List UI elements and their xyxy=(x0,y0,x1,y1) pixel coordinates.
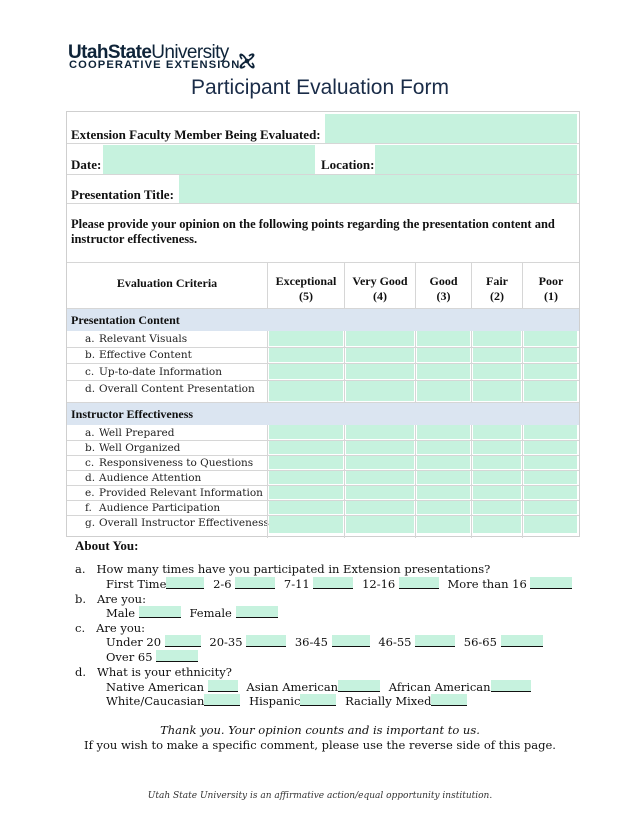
blank-7-11[interactable] xyxy=(313,577,353,589)
location-field[interactable] xyxy=(375,145,577,174)
criterion-row: b. Effective Content xyxy=(85,349,192,361)
grid-line xyxy=(522,425,523,538)
grid-line xyxy=(471,331,472,402)
rating-cell-5[interactable] xyxy=(269,471,343,484)
rating-cell-3[interactable] xyxy=(417,501,470,514)
presentation-title-field[interactable] xyxy=(179,175,577,203)
page-title: Participant Evaluation Form xyxy=(191,76,449,99)
rating-cell-4[interactable] xyxy=(346,364,414,379)
rating-cell-1[interactable] xyxy=(524,331,577,346)
grid-line xyxy=(267,331,268,402)
rating-cell-4[interactable] xyxy=(346,516,414,533)
grid-line xyxy=(522,331,523,402)
faculty-field[interactable] xyxy=(325,114,577,143)
rating-cell-3[interactable] xyxy=(417,381,470,401)
rating-cell-1[interactable] xyxy=(524,471,577,484)
criterion-row: a. Well Prepared xyxy=(85,427,175,439)
criterion-row: a. Relevant Visuals xyxy=(85,333,188,345)
logo-wordmark: UtahStateUniversity xyxy=(68,42,229,63)
section-instructor-effectiveness: Instructor Effectiveness xyxy=(67,403,579,425)
blank-female[interactable] xyxy=(236,606,278,618)
question-a-options: First Time 2-6 7-11 12-16 More than 16 xyxy=(106,577,577,591)
rating-cell-5[interactable] xyxy=(269,441,343,454)
rating-cell-2[interactable] xyxy=(473,441,521,454)
date-label: Date: xyxy=(71,157,102,172)
rating-cell-5[interactable] xyxy=(269,331,343,346)
blank-male[interactable] xyxy=(139,606,181,618)
grid-line xyxy=(471,425,472,538)
rating-cell-5[interactable] xyxy=(269,456,343,469)
rating-cell-3[interactable] xyxy=(417,471,470,484)
blank-asian-american[interactable] xyxy=(338,680,380,692)
blank-12-16[interactable] xyxy=(399,577,439,589)
criterion-row: e. Provided Relevant Information xyxy=(85,487,263,499)
blank-2-6[interactable] xyxy=(235,577,275,589)
rating-cell-4[interactable] xyxy=(346,486,414,499)
grid-line xyxy=(415,425,416,538)
rating-cell-5[interactable] xyxy=(269,364,343,379)
clover-icon xyxy=(234,48,260,74)
logo-subtitle: COOPERATIVE EXTENSION xyxy=(69,59,241,71)
rating-cell-3[interactable] xyxy=(417,516,470,533)
rating-cell-4[interactable] xyxy=(346,441,414,454)
question-b-options: Male Female xyxy=(106,606,283,620)
rating-header-2: Fair (2) xyxy=(486,274,508,303)
criterion-row: c. Responsiveness to Questions xyxy=(85,457,254,469)
rating-cell-5[interactable] xyxy=(269,381,343,401)
question-b: b. Are you: xyxy=(75,592,146,606)
question-d: d. What is your ethnicity? xyxy=(75,665,232,679)
grid-line xyxy=(415,331,416,402)
blank-native-american[interactable] xyxy=(208,680,238,692)
blank-african-american[interactable] xyxy=(491,680,531,692)
rating-cell-5[interactable] xyxy=(269,348,343,362)
about-you-heading: About You: xyxy=(75,538,139,553)
rating-cell-5[interactable] xyxy=(269,425,343,439)
location-label: Location: xyxy=(321,157,375,172)
rating-cell-1[interactable] xyxy=(524,425,577,439)
blank-racially-mixed[interactable] xyxy=(431,694,467,706)
rating-cell-4[interactable] xyxy=(346,471,414,484)
rating-header-4: Very Good (4) xyxy=(352,274,408,303)
rating-cell-4[interactable] xyxy=(346,381,414,401)
grid-line xyxy=(344,331,345,402)
blank-white-caucasian[interactable] xyxy=(204,694,240,706)
blank-hispanic[interactable] xyxy=(300,694,336,706)
rating-cell-1[interactable] xyxy=(524,501,577,514)
rating-cell-2[interactable] xyxy=(473,516,521,533)
question-c: c. Are you: xyxy=(75,621,146,635)
rating-cell-2[interactable] xyxy=(473,364,521,379)
evaluation-form xyxy=(66,111,580,537)
rating-header-1: Poor (1) xyxy=(538,274,564,303)
rating-cell-3[interactable] xyxy=(417,331,470,346)
rating-cell-3[interactable] xyxy=(417,348,470,362)
criterion-row: f. Audience Participation xyxy=(85,502,221,514)
date-field[interactable] xyxy=(103,145,315,174)
rating-cell-4[interactable] xyxy=(346,425,414,439)
presentation-title-label: Presentation Title: xyxy=(71,187,174,202)
rating-cell-4[interactable] xyxy=(346,331,414,346)
rating-cell-5[interactable] xyxy=(269,486,343,499)
blank-first-time[interactable] xyxy=(166,577,204,589)
question-c-options-2: Over 65 xyxy=(106,650,203,664)
rating-cell-1[interactable] xyxy=(524,486,577,499)
rating-cell-2[interactable] xyxy=(473,331,521,346)
blank-20-35[interactable] xyxy=(246,635,286,647)
rating-cell-3[interactable] xyxy=(417,425,470,439)
rating-header-3: Good (3) xyxy=(429,274,458,303)
question-d-options-2: White/Caucasian Hispanic Racially Mixed xyxy=(106,694,472,708)
rating-cell-2[interactable] xyxy=(473,501,521,514)
section-presentation-content: Presentation Content xyxy=(67,309,579,331)
rating-cell-4[interactable] xyxy=(346,348,414,362)
blank-56-65[interactable] xyxy=(501,635,543,647)
rating-cell-2[interactable] xyxy=(473,381,521,401)
rating-cell-2[interactable] xyxy=(473,486,521,499)
comment-note: If you wish to make a specific comment, please use the reverse side of this page. xyxy=(84,738,556,752)
criterion-row: c. Up-to-date Information xyxy=(85,366,222,378)
rating-cell-3[interactable] xyxy=(417,364,470,379)
rating-cell-2[interactable] xyxy=(473,471,521,484)
rating-cell-1[interactable] xyxy=(524,456,577,469)
question-d-options: Native American Asian American African American xyxy=(106,680,536,694)
rating-cell-4[interactable] xyxy=(346,501,414,514)
rating-cell-3[interactable] xyxy=(417,486,470,499)
thank-you-note: Thank you. Your opinion counts and is important to us. xyxy=(160,723,480,737)
usu-logo xyxy=(68,42,268,74)
question-c-options: Under 20 20-35 36-45 46-55 56-65 xyxy=(106,635,548,649)
criterion-row: d. Overall Content Presentation xyxy=(85,383,255,395)
rating-cell-3[interactable] xyxy=(417,456,470,469)
grid-line xyxy=(344,425,345,538)
question-a: a. How many times have you participated in Extension presentations? xyxy=(75,562,491,576)
rating-cell-1[interactable] xyxy=(524,441,577,454)
faculty-label: Extension Faculty Member Being Evaluated: xyxy=(71,127,321,142)
rating-cell-3[interactable] xyxy=(417,441,470,454)
criterion-row: b. Well Organized xyxy=(85,442,181,454)
criterion-row: g. Overall Instructor Effectiveness xyxy=(85,517,269,529)
rating-cell-2[interactable] xyxy=(473,456,521,469)
rating-cell-5[interactable] xyxy=(269,501,343,514)
rating-cell-1[interactable] xyxy=(524,516,577,533)
blank-more-than-16[interactable] xyxy=(530,577,572,589)
rating-cell-2[interactable] xyxy=(473,425,521,439)
criteria-header: Evaluation Criteria xyxy=(116,276,218,290)
blank-46-55[interactable] xyxy=(415,635,455,647)
grid-line xyxy=(267,425,268,538)
rating-header-5: Exceptional (5) xyxy=(275,274,337,303)
criterion-row: d. Audience Attention xyxy=(85,472,202,484)
blank-over-65[interactable] xyxy=(156,650,198,662)
footer-disclaimer: Utah State University is an affirmative action/equal opportunity institution. xyxy=(147,791,493,801)
rating-cell-1[interactable] xyxy=(524,348,577,362)
rating-cell-4[interactable] xyxy=(346,456,414,469)
rating-cell-1[interactable] xyxy=(524,381,577,401)
rating-cell-1[interactable] xyxy=(524,364,577,379)
blank-under-20[interactable] xyxy=(165,635,201,647)
rating-cell-5[interactable] xyxy=(269,516,343,533)
blank-36-45[interactable] xyxy=(332,635,370,647)
instructions-text: Please provide your opinion on the following points regarding the presentation content and instructor effectiveness. xyxy=(71,217,555,246)
rating-cell-2[interactable] xyxy=(473,348,521,362)
